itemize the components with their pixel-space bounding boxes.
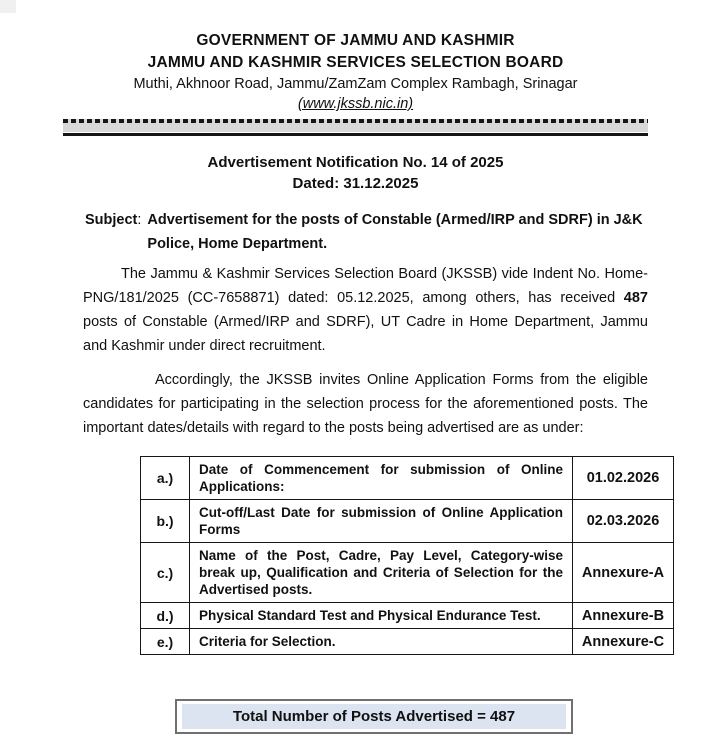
table-row bbox=[141, 603, 674, 629]
intro-paragraph-tail: posts of Constable (Armed/IRP and SDRF), UT Cadre in Home Department, Jammu and Kashmir under direct recruitment. bbox=[83, 314, 648, 354]
row-serial: d.) bbox=[141, 603, 190, 629]
website-line bbox=[63, 94, 648, 114]
posts-count: 487 bbox=[623, 290, 648, 306]
invitation-paragraph: Accordingly, the JKSSB invites Online Application Forms from the eligible candidates for participating in the selection process for the aforementioned posts. The important dates/details with regard to the posts being advertised are as under: bbox=[83, 372, 648, 436]
important-dates-table bbox=[140, 456, 674, 655]
total-posts-text: Total Number of Posts Advertised = 487 bbox=[182, 704, 566, 729]
row-value: Annexure-A bbox=[573, 543, 674, 603]
intro-paragraph bbox=[83, 262, 648, 358]
subject-block bbox=[85, 208, 648, 256]
total-posts-banner bbox=[175, 699, 573, 734]
subject-colon: : bbox=[137, 212, 142, 228]
scan-artifact bbox=[0, 0, 16, 13]
row-serial: b.) bbox=[141, 500, 190, 543]
intro-paragraph-lead: The Jammu & Kashmir Services Selection Board (JKSSB) vide Indent No. Home-PNG/181/2025 (CC-7658871) dated: 05.12.2025, among others, has received bbox=[83, 266, 648, 306]
row-serial: c.) bbox=[141, 543, 190, 603]
subject-text: Advertisement for the posts of Constable (Armed/IRP and SDRF) in J&K Police, Home Department. bbox=[147, 212, 643, 252]
subject-label: Subject bbox=[85, 212, 138, 228]
row-description: Criteria for Selection. bbox=[190, 629, 573, 655]
table-row bbox=[141, 457, 674, 500]
solid-rule bbox=[63, 133, 648, 136]
board-address: Muthi, Akhnoor Road, Jammu/ZamZam Complex Rambagh, Srinagar bbox=[133, 76, 578, 92]
row-value: 02.03.2026 bbox=[573, 500, 674, 543]
row-description: Physical Standard Test and Physical Endurance Test. bbox=[190, 603, 573, 629]
notification-title: Advertisement Notification No. 14 of 2025 bbox=[207, 154, 504, 171]
row-serial: a.) bbox=[141, 457, 190, 500]
table-row bbox=[141, 500, 674, 543]
government-title: GOVERNMENT OF JAMMU AND KASHMIR bbox=[196, 32, 515, 49]
row-description: Date of Commencement for submission of Online Applications: bbox=[190, 457, 573, 500]
notification-date: Dated: 31.12.2025 bbox=[292, 175, 419, 192]
board-title: JAMMU AND KASHMIR SERVICES SELECTION BOARD bbox=[147, 54, 564, 71]
dashed-rule bbox=[63, 119, 648, 132]
table-row bbox=[141, 543, 674, 603]
row-value: Annexure-B bbox=[573, 603, 674, 629]
row-value: Annexure-C bbox=[573, 629, 674, 655]
website-link[interactable]: (www.jkssb.nic.in) bbox=[297, 96, 414, 112]
row-description: Name of the Post, Cadre, Pay Level, Category-wise break up, Qualification and Criteria of Selection for the Advertised posts. bbox=[190, 543, 573, 603]
row-serial: e.) bbox=[141, 629, 190, 655]
row-description: Cut-off/Last Date for submission of Online Application Forms bbox=[190, 500, 573, 543]
header-separator bbox=[63, 119, 648, 136]
table-row bbox=[141, 629, 674, 655]
row-value: 01.02.2026 bbox=[573, 457, 674, 500]
